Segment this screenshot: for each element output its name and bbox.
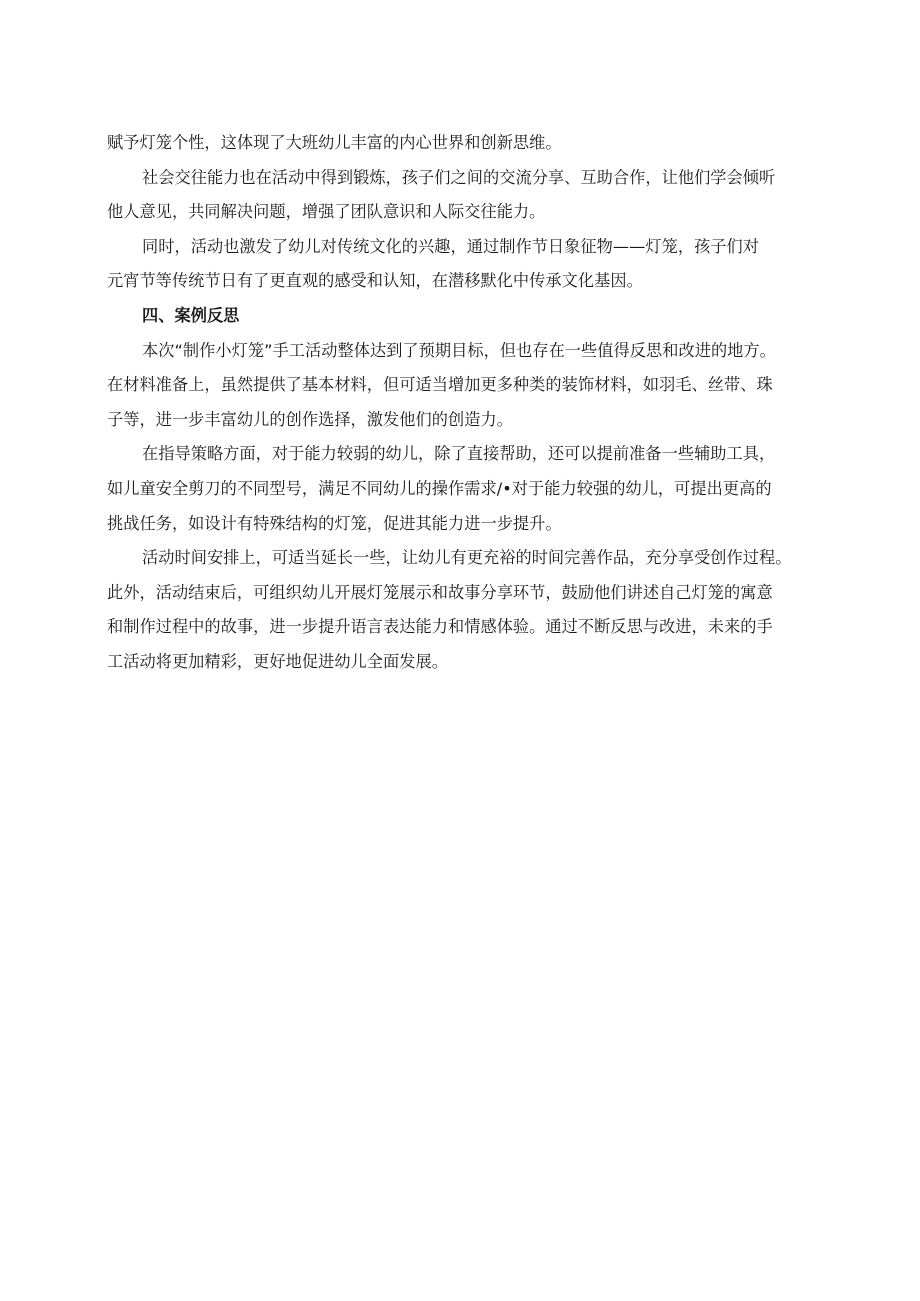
paragraph-line-16: 工活动将更加精彩，更好地促进幼儿全面发展。 — [107, 651, 448, 671]
paragraph-line-1: 赋予灯笼个性，这体现了大班幼儿丰富的内心世界和创新思维。 — [107, 133, 562, 152]
paragraph-line-7: 本次“制作小灯笼”手工活动整体达到了预期目标，但也存在一些值得反思和改进的地方。 — [142, 340, 776, 360]
paragraph-line-2: 社会交往能力也在活动中得到锻炼，孩子们之间的交流分享、互助合作，让他们学会倾听 — [142, 167, 776, 187]
paragraph-line-3: 他人意见，共同解决问题，增强了团队意识和人际交往能力。 — [107, 202, 546, 222]
paragraph-line-8: 在材料准备上，虽然提供了基本材料，但可适当增加更多种类的装饰材料，如羽毛、丝带、珠 — [107, 375, 773, 395]
paragraph-line-12: 挑战任务，如设计有特殊结构的灯笼，促进其能力进一步提升。 — [107, 513, 562, 533]
paragraph-line-15: 和制作过程中的故事，进一步提升语言表达能力和情感体验。通过不断反思与改进，未来的手 — [107, 617, 773, 637]
paragraph-line-5: 元宵节等传统节日有了更直观的感受和认知，在潜移默化中传承文化基因。 — [107, 271, 643, 291]
paragraph-line-11: 如儿童安全剪刀的不同型号，满足不同幼儿的操作需求/•对于能力较强的幼儿，可提出更高的 — [107, 478, 772, 498]
section-heading: 四、案例反思 — [142, 305, 240, 325]
paragraph-line-13: 活动时间安排上，可适当延长一些，让幼儿有更充裕的时间完善作品，充分享受创作过程。 — [142, 548, 792, 568]
paragraph-line-4: 同时，活动也激发了幼儿对传统文化的兴趣，通过制作节日象征物——灯笼，孩子们对 — [142, 236, 760, 256]
document-body — [107, 126, 819, 680]
paragraph-line-9: 子等，进一步丰富幼儿的创作选择，激发他们的创造力。 — [107, 409, 513, 429]
paragraph-line-14: 此外，活动结束后，可组织幼儿开展灯笼展示和故事分享环节，鼓励他们讲述自己灯笼的寓意 — [107, 582, 773, 602]
paragraph-line-10: 在指导策略方面，对于能力较弱的幼儿，除了直接帮助，还可以提前准备一些辅助工具， — [142, 444, 776, 464]
